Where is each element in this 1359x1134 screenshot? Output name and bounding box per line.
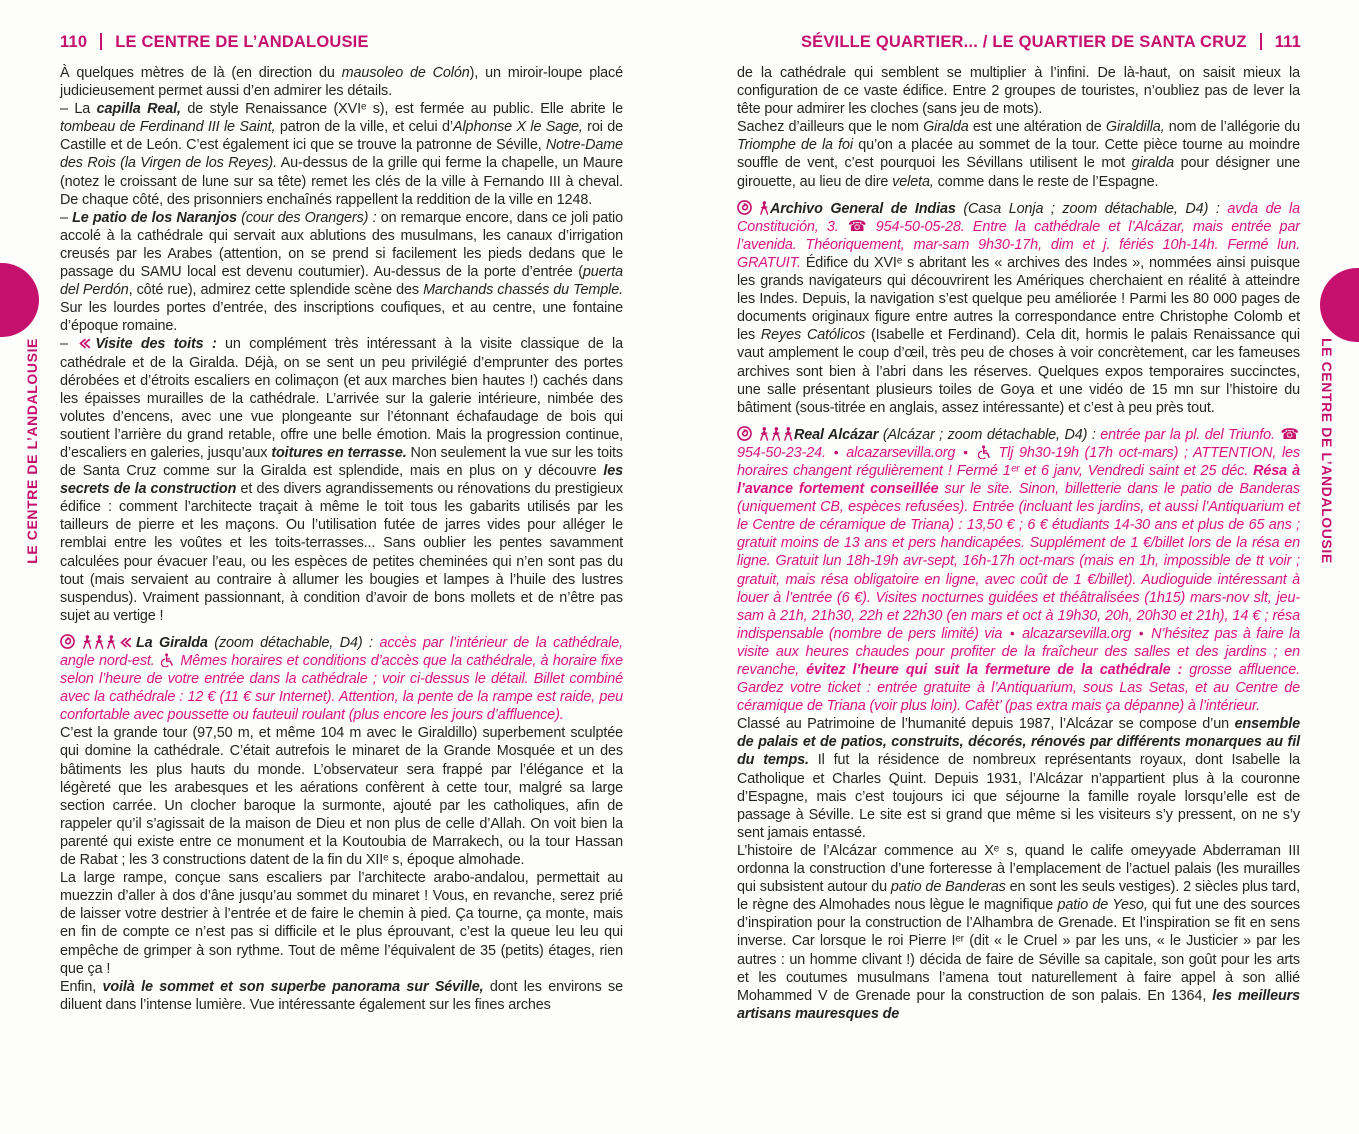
column-page-110 (60, 64, 623, 1014)
wheelchair-icon (978, 445, 991, 460)
bullet-icon: ● (1009, 627, 1015, 638)
interest-icon (737, 200, 752, 216)
para-fines-arches-suite: de la cathédrale qui semblent se multiplier à l’infini. De là-haut, on saisit mieux la configuration de ce vaste édifice. Entre 2 groupes de touristes, n’oubliez pas de lever la tête pour admirer les cloches (sans jeu de mots). (737, 65, 1300, 118)
walking-person-icon (106, 635, 116, 650)
para-capilla-real: – La capilla Real, de style Renaissance (XVIᵉ s), est fermée au public. Elle abrite le tombeau de Ferdinand III le Saint, patron de la ville, et celui d’Alphonse X le Sage, roi de Castille et de León. C’est également ici que se trouve la patronne de Séville, Notre-Dame des Rois (la Virgen de los Reyes). Au-dessus de la grille qui ferme la chapelle, un Maure (notez le croissant de lune sur sa tête) remet les clés de la ville à Fernando III à cheval. De chaque côté, des prisonniers enchaînés rappellent la reddition de la ville en 1248. (60, 101, 624, 208)
entry-real-alcazar: Real Alcázar (Alcázar ; zoom détachable, D4) : entrée par la pl. del Triunfo. ☎ 954-50-23-24. ● alcazarsevilla.org ● Tlj 9h30-19h (17h oct-mars) ; ATTENTION, les horaires changent régulièrement ! Fermé 1ᵉʳ et 6 janv, Vendredi saint et 25 déc. Résa à l’avance fortement conseillée sur le site. Sinon, billetterie dans le patio de Banderas (uniquement CB, espèces refusées). Entrée (incluant les jardins, et aussi l’Antiquarium et le Centre de céramique de Triana) : 13,50 € ; 6 € étudiants 14-30 ans et plus de 65 ans ; gratuit moins de 13 ans et pers handicapées. Supplément de 1 €/billet lors de la résa en ligne. Gratuit lun 18h-19h avr-sept, 16h-17h oct-mars (mais en 1h, impossible de tt voir ; gratuit, mais résa obligatoire en ligne, avec coût de 1 €/billet). Audioguide intéressant à louer à l’entrée (6 €). Visites nocturnes guidées et théâtralisées (1h15) mars-nov slt, jeu-sam à 21h, 21h30, 22h et 22h30 (en mars et oct à 19h30, 20h, 20h30 et 21h), 14 € ; résa indispensable (nombre de pers limité) via ● alcazarsevilla.org ● N’hésitez pas à faire la visite aux heures chaudes pour profiter de la fraîcheur des salles et des jardins ; en revanche, évitez l’heure qui suit la fermeture de la cathédrale : grosse affluence. Gardez votre ticket : entrée gratuite à l’Antiquarium, sous Las Setas, et au Centre de céramique de Triana (voir plus loin). Cafèt’ (pas extra mais ça dépanne) à l’intérieur. (737, 425, 1301, 715)
running-title-right: SÉVILLE QUARTIER... / LE QUARTIER DE SANTA CRUZ (800, 33, 1247, 51)
running-title-left: LE CENTRE DE L’ANDALOUSIE (115, 33, 369, 51)
phone-icon: ☎ (847, 217, 867, 235)
walking-person-icon (759, 201, 769, 216)
chevron-left-icon (119, 636, 132, 650)
walking-person-icon (783, 427, 793, 442)
bullet-icon: ● (833, 446, 839, 457)
header-divider-left (100, 33, 102, 50)
chevron-left-icon (78, 337, 91, 351)
header-divider-right (1260, 33, 1262, 50)
para-visite-des-toits: – Visite des toits : un complément très intéressant à la visite classique de la cathédrale et de la Giralda. Déjà, on se sent un peu privilégié d’emprunter des portes dérobées et d’étroits escaliers en colimaçon (et aux marches bien hautes !) cachés dans les épaisses murailles de la cathédrale. L’arrivée sur la galerie intérieure, nimbée des volutes d’encens, avec une vue plongeante sur l’étonnant échafaudage de bois qui soutient l’arrière du grand retable, offre une belle émotion. Mais la progression continue, d’escaliers en galeries, jusqu’aux toitures en terrasse. Non seulement la vue sur les toits de Santa Cruz comme sur la Giralda est splendide, mais en plus on y découvre les secrets de la construction et des divers agrandissements ou rénovations du prestigieux édifice : comment l’architecte traçait à même le toit tous les gabarits utilisés par les tailleurs de pierre et les maçons. Ou l’utilisation futée de jarres vides pour alléger le remblai entre les voûtes et les toits-terrasses... Sans oublier les pentes savamment calculées pour évacuer l’eau, ou les espèces de petites cheminées qui n’en sont pas du tout (mais servaient au contraire à allumer les bougies et lampes à l’huile des lustres suspendus). Vraiment passionnant, à condition d’avoir de bons mollets et de n’être pas sujet au vertige ! (60, 336, 623, 624)
walking-person-icon (771, 427, 781, 442)
para-rampe: La large rampe, conçue sans escaliers par l’architecte arabo-andalou, permettait au muezzin d’aller à dos d’âne jusqu’au sommet du minaret ! Vous, en revanche, serez prié de laisser votre destrier à l’entrée et de faire le chemin à pied. Ça tourne, ça monte, mais en fin de compte ce n’est pas si difficile et le plus éprouvant, c’est la queue leu leu qui empêche de grimper à son rythme. Tout de même l’équivalent de 35 (petits) étages, rien que ça ! (60, 870, 623, 977)
para-sommet: Enfin, voilà le sommet et son superbe panorama sur Séville, dont les environs se diluent dans l’intense lumière. Vue intéressante également sur les fines arches (60, 978, 623, 1013)
wheelchair-icon (161, 653, 174, 668)
column-page-111 (737, 64, 1300, 1023)
thumb-tab-label-left: LE CENTRE DE L’ANDALOUSIE (24, 338, 40, 564)
para-histoire-alcazar: L’histoire de l’Alcázar commence au Xᵉ s, quand le calife omeyyade Abderraman III ordonna la construction d’une forteresse à l’emplacement de l’actuel palais (les murailles qui subsistent autour du patio de Banderas en sont les seuls vestiges). 2 siècles plus tard, le règne des Almohades nous lègue le magnifique patio de Yeso, qui fut une des sources d’inspiration pour la construction de l’Alhambra de Grenade. Et l’inspiration se fit en sens inverse. Car lorsque le roi Pierre Iᵉʳ (dit « le Cruel » par les uns, « le Justicier » par les autres : un homme clivant !) décida de faire de Séville sa capitale, son goût pour les arts et les coutumes musulmans l’amena tout naturellement à faire appel à son allié Mohammed V de Grenade pour la construction de son palais. En 1364, les meilleurs artisans mauresques de (737, 842, 1300, 1022)
interest-icon (60, 634, 75, 650)
entry-la-giralda: La Giralda (zoom détachable, D4) : accès par l’intérieur de la cathédrale, angle nord-est. Mêmes horaires et conditions d’accès que la cathédrale, à horaire fixe selon l’heure de votre entrée dans la cathédrale ; voir ci-dessus le détail. Billet combiné avec la cathédrale : 12 € (11 € sur Internet). Attention, la pente de la rampe est raide, peu confortable avec poussette ou fauteuil roulant (plus encore les jours d’affluence). (60, 634, 623, 724)
running-head-right (801, 33, 1301, 52)
bullet-icon: ● (963, 446, 969, 457)
phone-icon: ☎ (1280, 425, 1299, 443)
page-number-left: 110 (60, 33, 88, 51)
page-number-right: 111 (1274, 33, 1301, 51)
thumb-tab-left (0, 263, 39, 337)
para-patrimoine: Classé au Patrimoine de l’humanité depuis 1987, l’Alcázar se compose d’un ensemble de palais et de patios, construits, décorés, rénovés par différents monarques au fil du temps. Il fut la résidence de nombreux représentants royaux, dont Isabelle la Catholique et Charles Quint. Depuis 1931, l’Alcázar n’appartient plus à la couronne d’Espagne, mais c’est toujours ici que séjourne la famille royale lorsqu’elle est de passage à Séville. Le site est si grand que même si les visiteurs s’y pressent, on ne s’y sent jamais entassé. (737, 716, 1300, 841)
para-grande-tour: C’est la grande tour (97,50 m, et même 104 m avec le Giraldillo) superbement sculptée qui domine la cathédrale. C’était autrefois le minaret de la Grande Mosquée et un des bâtiments les plus hauts du monde. L’observateur sera frappé par l’élégance et la légèreté que les arabesques et les aérations confèrent à cette tour, malgré sa large section carrée. Un clocher baroque la surmonte, ajouté par les catholiques, afin de rappeler qu’il s’agissait de la maison de Dieu et non plus de celle d’Allah. On voit bien la parenté qui existe entre ce monument et la Koutoubia de Marrakech, ou la tour Hassan de Rabat ; les 3 constructions datent de la fin du XIIᵉ s, époque almohade. (60, 725, 623, 869)
thumb-tab-right (1320, 268, 1359, 342)
thumb-tab-label-right: LE CENTRE DE L’ANDALOUSIE (1319, 338, 1335, 564)
running-head-left (60, 33, 369, 52)
walking-person-icon (759, 427, 769, 442)
entry-archivo-general-de-indias: Archivo General de Indias (Casa Lonja ; zoom détachable, D4) : avda de la Constitución, 3. ☎ 954-50-05-28. Entre la cathédrale et l’Alcázar, mais entrée par l’avenida. Théoriquement, mar-sam 9h30-17h, dim et j. fériés 10h-14h. Fermé lun. GRATUIT. Édifice du XVIᵉ s abritant les « archives des Indes », nommées ainsi puisque les grands navigateurs qui découvrirent les Amériques cherchaient en réalité à atteindre les Indes. Depuis, la navigation s’est quelque peu améliorée ! Parmi les 80 000 pages de documents originaux figure entre autres la correspondance entre Christophe Colomb et les Reyes Católicos (Isabelle et Ferdinand). Cela dit, hormis le palais Renaissance qui vaut amplement le coup d’œil, très peu de choses à voir concrètement, car les fameuses archives sont bien à l’abri dans les réserves. Quelques expos temporaires succinctes, une salle présentant plusieurs toiles de Goya et une vidéo de 15 mn sur l’histoire du bâtiment (sous-titrée en anglais, assez intéressante) et c’est à peu près tout. (737, 200, 1300, 416)
bullet-icon: ● (1138, 627, 1144, 638)
walking-person-icon (82, 635, 92, 650)
para-mirror: À quelques mètres de là (en direction du mausoleo de Colón), un miroir-loupe placé judicieusement permet aussi d’en admirer les détails. (60, 65, 624, 100)
para-patio-naranjos: – Le patio de los Naranjos (cour des Orangers) : on remarque encore, dans ce joli patio accolé à la cathédrale qui servait aux ablutions des musulmans, les canaux d’irrigation creusés par les Arabes (attention, on se prend si facilement les pieds dedans que le passage du SAMU local est devenu coutumier). Au-dessus de la porte d’entrée (puerta del Perdón, côté rue), admirez cette splendide scène des Marchands chassés du Temple. Sur les lourdes portes d’entrée, des inscriptions coufiques, et au centre, une fontaine d’époque romaine. (60, 209, 624, 335)
walking-person-icon (94, 635, 104, 650)
para-giraldilla: Sachez d’ailleurs que le nom Giralda est une altération de Giraldilla, nom de l’allégorie du Triomphe de la foi qu’on a placée au sommet de la tour. Cette pièce tourne au moindre souffle de vent, c’est pourquoi les Sévillans utilisent le mot giralda pour désigner une girouette, au lieu de dire veleta, comme dans le reste de l’Espagne. (737, 119, 1300, 190)
interest-icon (737, 426, 752, 442)
